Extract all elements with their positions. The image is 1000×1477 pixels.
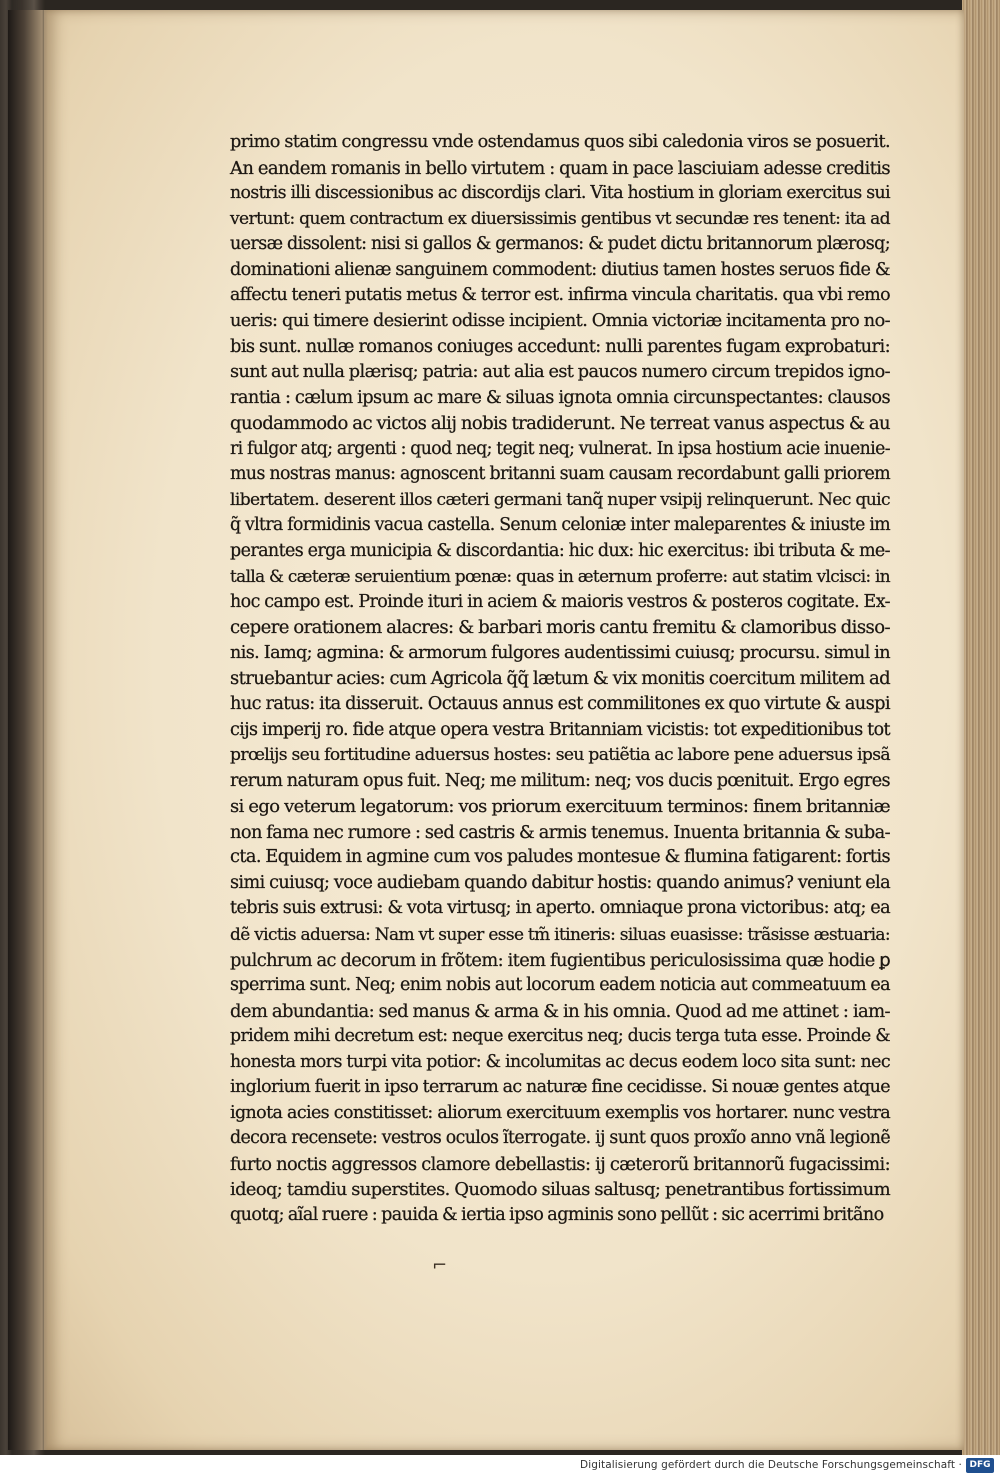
text-line: cijs imperij ro. fide atque opera vestra Britanniam vicistis: tot expeditionibus tot <box>230 719 890 740</box>
text-line: sperrima sunt. Neq; enim nobis aut locorum eadem noticia aut commeatuum ea <box>230 975 890 996</box>
text-line: An eandem romanis in bello virtutem : quam in pace lasciuiam adesse creditis <box>230 157 890 179</box>
text-line: huc ratus: ita disseruit. Octauus annus est commilitones ex quo virtute & auspi <box>230 694 890 715</box>
dfg-logo: DFG <box>966 1458 994 1473</box>
text-line: non fama nec rumore : sed castris & armis tenemus. Inuenta britannia & suba- <box>230 821 890 843</box>
text-line: prœlijs seu fortitudine aduersus hostes: seu patiẽtia ac labore pene aduersus ipsã <box>230 745 890 766</box>
text-line: cepere orationem alacres: & barbari moris cantu fremitu & clamoribus disso- <box>230 617 890 639</box>
text-line: vertunt: quem contractum ex diuersissimis gentibus vt secundæ res tenent: ita ad <box>230 208 890 229</box>
text-line: bis sunt. nullæ romanos coniuges accedunt: nulli parentes fugam exprobaturi: <box>230 336 890 358</box>
text-line: talla & cæteræ seruientium pœnæ: quas in æternum proferre: aut statim vlcisci: in <box>230 566 890 587</box>
footer <box>0 1455 1000 1477</box>
text-line: sunt aut nulla plærisq; patria: aut alia est paucos numero circum trepidos igno- <box>230 361 890 382</box>
text-line: ignota acies constitisset: aliorum exercituum exemplis vos hortarer. nunc vestra <box>230 1102 890 1123</box>
text-line: rantia : cælum ipsum ac mare & siluas ignota omnia circunspectantes: clausos <box>230 387 890 409</box>
text-line: mus nostras manus: agnoscent britanni suam causam recordabunt galli priorem <box>230 464 890 485</box>
text-line: nis. Iamq; agmina: & armorum fulgores audentissimi cuiusq; procursu. simul in <box>230 642 890 663</box>
text-line: dominationi alienæ sanguinem commodent: diutius tamen hostes seruos fide & <box>230 259 890 280</box>
text-line: hoc campo est. Proinde ituri in aciem & maioris vestros & posteros cogitate. Ex- <box>230 591 890 612</box>
page-edges <box>962 0 1000 1455</box>
text-line: decora recensete: vestros oculos ĩterrogate. ij sunt quos proxĩo anno vnã legionẽ <box>230 1128 890 1149</box>
text-line: ri fulgor atq; argenti : quod neq; tegit neq; vulnerat. In ipsa hostium acie inuenie- <box>230 438 890 459</box>
text-line: q̃ vltra formidinis vacua castella. Senum celoniæ inter maleparentes & iniuste im <box>230 515 890 536</box>
text-line: quotq; aĩal ruere : pauida & iertia ipso agminis sono pellũt : sic acerrimi britãno <box>230 1204 884 1225</box>
text-line: primo statim congressu vnde ostendamus quos sibi caledonia viros se posuerit. <box>230 132 890 152</box>
text-line: cta. Equidem in agmine cum vos paludes montesue & flumina fatigarent: fortis <box>230 847 890 868</box>
text-line: inglorium fuerit in ipso terrarum ac naturæ fine cecidisse. Si nouæ gentes atque <box>230 1077 890 1098</box>
gutter-shadow <box>8 10 48 1450</box>
text-line: honesta mors turpi vita potior: & incolumitas ac decus eodem loco sita sunt: nec <box>230 1051 890 1072</box>
text-line: simi cuiusq; voce audiebam quando dabitur hostis: quando animus? veniunt ela <box>230 872 890 893</box>
text-line: uersæ dissolent: nisi si gallos & germanos: & pudet dictu britannorum plærosq; <box>230 234 890 255</box>
footer-credit: Digitalisierung gefördert durch die Deutsche Forschungsgemeinschaft · <box>580 1459 962 1471</box>
text-line: tebris suis extrusi: & vota virtusq; in aperto. omniaque prona victoribus: atq; ea <box>230 898 890 919</box>
text-line: perantes erga municipia & discordantia: hic dux: hic exercitus: ibi tributa & me- <box>230 540 890 561</box>
text-line: struebantur acies: cum Agricola q̃q̃ lætum & vix monitis coercitum militem ad <box>230 668 890 690</box>
text-line: rerum naturam opus fuit. Neq; me militum: neq; vos ducis pœnituit. Ergo egres <box>230 770 890 791</box>
text-line: libertatem. deserent illos cæteri germani tanq̃ nuper vsipij relinquerunt. Nec quic <box>230 489 890 510</box>
text-line: ideoq; tamdiu superstites. Quomodo siluas saltusq; penetrantibus fortissimum <box>230 1179 890 1201</box>
text-line: affectu teneri putatis metus & terror est. infirma vincula charitatis. qua vbi remo <box>230 285 890 306</box>
text-line: dẽ victis aduersa: Nam vt super esse tm̃ itineris: siluas euasisse: trãsisse æstuaria: <box>230 923 890 944</box>
page-mark: ⌐ <box>432 1255 448 1276</box>
text-line: quodammodo ac victos alij nobis tradiderunt. Ne terreat vanus aspectus & au <box>230 413 890 435</box>
text-line: si ego veterum legatorum: vos priorum exercituum terminos: finem britanniæ <box>230 796 890 818</box>
text-line: nostris illi discessionibus ac discordijs clari. Vita hostium in gloriam exercitus sui <box>230 183 890 204</box>
text-line: dem abundantia: sed manus & arma & in his omnia. Quod ad me attinet : iam- <box>230 1000 890 1022</box>
text-block <box>230 130 890 1229</box>
text-line: pulchrum ac decorum in frõtem: item fugientibus periculosissima quæ hodie ꝑ <box>230 949 890 971</box>
text-line: furto noctis aggressos clamore debellastis: ij cæterorũ britannorũ fugacissimi: <box>230 1153 890 1175</box>
text-line: pridem mihi decretum est: neque exercitus neq; ducis terga tuta esse. Proinde & <box>230 1026 890 1047</box>
text-line: ueris: qui timere desierint odisse incipient. Omnia victoriæ incitamenta pro no- <box>230 310 890 331</box>
